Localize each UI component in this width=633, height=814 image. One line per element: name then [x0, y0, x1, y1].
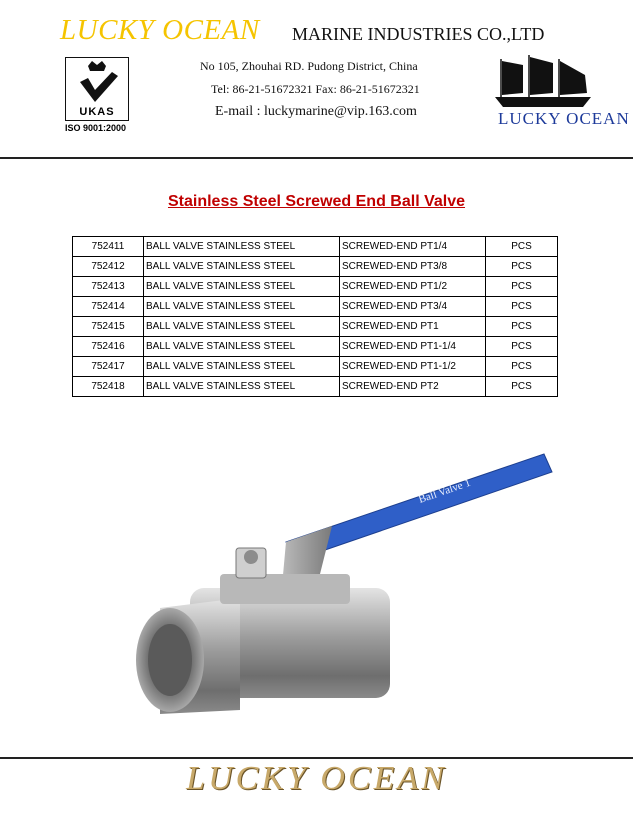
item-spec: SCREWED-END PT2 — [340, 377, 486, 397]
item-code: 752416 — [73, 337, 144, 357]
footer-divider — [0, 757, 633, 759]
item-spec: SCREWED-END PT1 — [340, 317, 486, 337]
item-spec: SCREWED-END PT1/2 — [340, 277, 486, 297]
table-row — [73, 337, 558, 357]
table-row — [73, 237, 558, 257]
brand-name: LUCKY OCEAN — [60, 14, 260, 46]
footer-logo: LUCKY OCEAN — [186, 760, 447, 797]
ukas-badge — [65, 57, 129, 121]
company-email: E-mail : luckymarine@vip.163.com — [215, 104, 417, 119]
item-unit: PCS — [486, 277, 558, 297]
product-table-body — [73, 237, 558, 397]
company-phone-fax: Tel: 86-21-51672321 Fax: 86-21-51672321 — [211, 82, 420, 96]
table-row — [73, 317, 558, 337]
item-spec: SCREWED-END PT1-1/4 — [340, 337, 486, 357]
lucky-ocean-ship-logo — [493, 53, 630, 135]
item-code: 752412 — [73, 257, 144, 277]
item-code: 752418 — [73, 377, 144, 397]
item-name: BALL VALVE STAINLESS STEEL — [144, 337, 340, 357]
item-name: BALL VALVE STAINLESS STEEL — [144, 357, 340, 377]
table-row — [73, 357, 558, 377]
item-name: BALL VALVE STAINLESS STEEL — [144, 277, 340, 297]
table-row — [73, 377, 558, 397]
item-unit: PCS — [486, 297, 558, 317]
item-code: 752417 — [73, 357, 144, 377]
table-row — [73, 297, 558, 317]
company-address: No 105, Zhouhai RD. Pudong District, China — [200, 59, 418, 73]
item-code: 752415 — [73, 317, 144, 337]
item-name: BALL VALVE STAINLESS STEEL — [144, 237, 340, 257]
item-spec: SCREWED-END PT3/4 — [340, 297, 486, 317]
sailing-ship-icon — [493, 53, 593, 111]
item-unit: PCS — [486, 357, 558, 377]
header-divider — [0, 157, 633, 159]
item-spec: SCREWED-END PT1/4 — [340, 237, 486, 257]
crown-check-icon — [66, 58, 128, 108]
item-name: BALL VALVE STAINLESS STEEL — [144, 257, 340, 277]
item-code: 752414 — [73, 297, 144, 317]
item-code: 752411 — [73, 237, 144, 257]
ship-logo-text: LUCKY OCEAN — [498, 109, 630, 128]
table-row — [73, 257, 558, 277]
ukas-label: UKAS — [79, 106, 115, 118]
item-name: BALL VALVE STAINLESS STEEL — [144, 317, 340, 337]
item-name: BALL VALVE STAINLESS STEEL — [144, 297, 340, 317]
product-table — [72, 236, 558, 397]
item-name: BALL VALVE STAINLESS STEEL — [144, 377, 340, 397]
ball-valve-photo — [100, 448, 560, 738]
item-unit: PCS — [486, 377, 558, 397]
company-name: MARINE INDUSTRIES CO.,LTD — [292, 24, 545, 44]
ukas-certification-logo — [65, 57, 131, 133]
ball-valve-image — [100, 448, 560, 738]
item-unit: PCS — [486, 257, 558, 277]
document-title: Stainless Steel Screwed End Ball Valve — [167, 193, 466, 210]
item-spec: SCREWED-END PT3/8 — [340, 257, 486, 277]
item-unit: PCS — [486, 337, 558, 357]
item-code: 752413 — [73, 277, 144, 297]
table-row — [73, 277, 558, 297]
iso-standard-label: ISO 9001:2000 — [65, 123, 127, 133]
item-unit: PCS — [486, 237, 558, 257]
handle-label: Ball Valve 1 — [417, 476, 473, 506]
item-unit: PCS — [486, 317, 558, 337]
item-spec: SCREWED-END PT1-1/2 — [340, 357, 486, 377]
